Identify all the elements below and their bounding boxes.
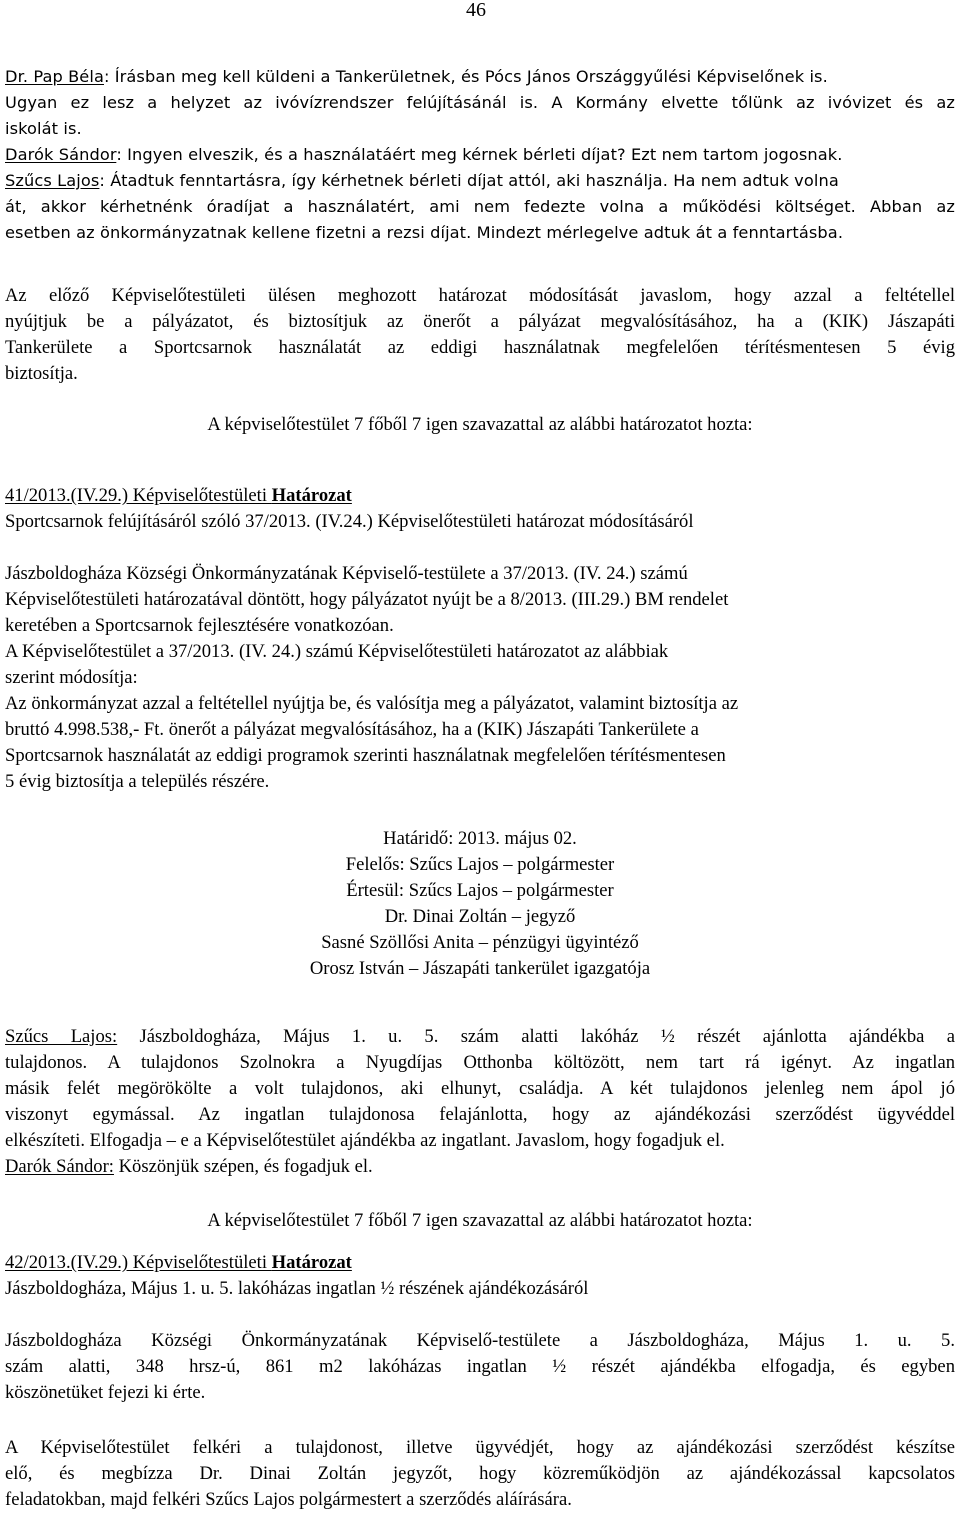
resolution-body-line: bruttó 4.998.538,- Ft. önerőt a pályázat megvalósításához, ha a (KIK) Jászapáti Tankerülete a xyxy=(5,719,699,740)
resolution-subject: Jászboldogháza, Május 1. u. 5. lakóházas ingatlan ½ részének ajándékozásáról xyxy=(5,1278,589,1299)
dialogue-line: Darók Sándor: Köszönjük szépen, és fogadjuk el. xyxy=(5,1156,373,1177)
resolution-number: 42/2013.(IV.29.) Képviselőtestületi Határozat xyxy=(5,1252,352,1273)
resolution-body-line: Jászboldogháza Községi Önkormányzatának Képviselő-testülete a Jászboldogháza, Május 1. u. 5. xyxy=(5,1330,955,1351)
resolution-body-line: 5 évig biztosítja a település részére. xyxy=(5,771,270,792)
dialogue-line: másik felét megörökölte a volt tulajdonos, aki elhunyt, családja. A két tulajdonos jelenleg nem ápol jó xyxy=(5,1078,955,1099)
dialogue-line: tulajdonos. A tulajdonos Szolnokra a Nyugdíjas Otthonba költözött, nem tart rá igényt. Az ingatlan xyxy=(5,1052,955,1073)
vote-result: A képviselőtestület 7 főből 7 igen szavazattal az alábbi határozatot hozta: xyxy=(207,1210,753,1231)
speaker-name: Darók Sándor xyxy=(5,145,117,164)
dialogue-line: Szűcs Lajos: Átadtuk fenntartásra, így kérhetnek bérleti díjat attól, aki használja. Ha nem adtuk volna xyxy=(5,171,839,190)
proposal-line: Tankerülete a Sportcsarnok használatát az eddigi használatnak megfelelően térítésmentesen 5 évig xyxy=(5,337,955,358)
notify-line: Sasné Szöllősi Anita – pénzügyi ügyintéző xyxy=(321,932,639,953)
resolution-body-line: Sportcsarnok használatát az eddigi programok szerinti használatnak megfelelően térítésmentesen xyxy=(5,745,726,766)
resolution-body-line: A Képviselőtestület felkéri a tulajdonost, illetve ügyvédjét, hogy az ajándékozási szerződést készítse xyxy=(5,1437,955,1458)
dialogue-line: esetben az önkormányzatnak kellene fizetni a rezsi díjat. Mindezt mérlegelve adtuk át a fenntartásba. xyxy=(5,223,844,242)
speaker-name: Darók Sándor: xyxy=(5,1156,114,1177)
dialogue-line: elkészíteti. Elfogadja – e a Képviselőtestület ajándékba az ingatlant. Javaslom, hogy fogadjuk el. xyxy=(5,1130,725,1151)
resolution-body-line: Képviselőtestületi határozatával döntött, hogy pályázatot nyújt be a 8/2013. (III.29.) BM rendelet xyxy=(5,589,729,610)
speaker-name: Dr. Pap Béla xyxy=(5,67,104,86)
notify-line: Orosz István – Jászapáti tankerület igazgatója xyxy=(309,958,651,979)
notify-line: Értesül: Szűcs Lajos – polgármester xyxy=(346,880,614,901)
speaker-name: Szűcs Lajos: xyxy=(5,1026,118,1047)
proposal-line: biztosítja. xyxy=(5,363,78,384)
resolution-subject: Sportcsarnok felújításáról szóló 37/2013. (IV.24.) Képviselőtestületi határozat módosításáról xyxy=(5,511,694,532)
dialogue-line: Darók Sándor: Ingyen elveszik, és a használatáért meg kérnek bérleti díjat? Ezt nem tartom jogosnak. xyxy=(5,145,843,164)
resolution-body-line: Jászboldogháza Községi Önkormányzatának Képviselő-testülete a 37/2013. (IV. 24.) számú xyxy=(5,563,688,584)
dialogue-line: viszonyt egymással. Az ingatlan tulajdonosa felajánlotta, hogy az ajándékozási szerződést ügyvéddel xyxy=(5,1104,955,1125)
dialogue-line: Szűcs Lajos: Jászboldogháza, Május 1. u. 5. szám alatti lakóház ½ részét ajánlotta ajándékba a xyxy=(5,1026,955,1047)
resolution-body-line: köszönetüket fejezi ki érte. xyxy=(5,1382,206,1403)
resolution-body-line: szerint módosítja: xyxy=(5,667,138,688)
resolution-body-line: keretében a Sportcsarnok fejlesztésére vonatkozóan. xyxy=(5,615,394,636)
dialogue-line: Dr. Pap Béla: Írásban meg kell küldeni a Tankerületnek, és Pócs János Országgyűlési Képviselőnek is. xyxy=(5,67,828,86)
dialogue-line: Ugyan ez lesz a helyzet az ivóvízrendszer felújításánál is. A Kormány elvette tőlünk az ivóvizet és az xyxy=(5,93,955,112)
resolution-body-line: feladatokban, majd felkéri Szűcs Lajos polgármestert a szerződés aláírására. xyxy=(5,1489,572,1510)
proposal-line: nyújtjuk be a pályázatot, és biztosítjuk az önerőt a pályázat megvalósításához, ha a (KIK) Jászapáti xyxy=(5,311,955,332)
dialogue-line: át, akkor kérhetnénk óradíjat a használatért, ami nem fedezte volna a működési költséget. Abban az xyxy=(5,197,955,216)
resolution-body-line: elő, és megbízza Dr. Dinai Zoltán jegyzőt, hogy közreműködjön az ajándékozással kapcsolatos xyxy=(5,1463,955,1484)
resolution-body-line: szám alatti, 348 hrsz-ú, 861 m2 lakóházas ingatlan ½ részét ajándékba elfogadja, és egyben xyxy=(5,1356,955,1377)
proposal-line: Az előző Képviselőtestületi ülésen meghozott határozat módosítását javaslom, hogy azzal a feltétellel xyxy=(5,285,955,306)
responsible: Felelős: Szűcs Lajos – polgármester xyxy=(345,854,615,875)
resolution-number: 41/2013.(IV.29.) Képviselőtestületi Határozat xyxy=(5,485,352,506)
dialogue-line: iskolát is. xyxy=(5,119,82,138)
notify-line: Dr. Dinai Zoltán – jegyző xyxy=(384,906,576,927)
page-number: 46 xyxy=(466,0,486,21)
speaker-name: Szűcs Lajos xyxy=(5,171,100,190)
deadline: Határidő: 2013. május 02. xyxy=(383,828,577,849)
resolution-body-line: Az önkormányzat azzal a feltétellel nyújtja be, és valósítja meg a pályázatot, valamint biztosítja az xyxy=(5,693,739,714)
resolution-body-line: A Képviselőtestület a 37/2013. (IV. 24.) számú Képviselőtestületi határozatot az alábbiak xyxy=(5,641,669,662)
vote-result: A képviselőtestület 7 főből 7 igen szavazattal az alábbi határozatot hozta: xyxy=(207,414,753,435)
